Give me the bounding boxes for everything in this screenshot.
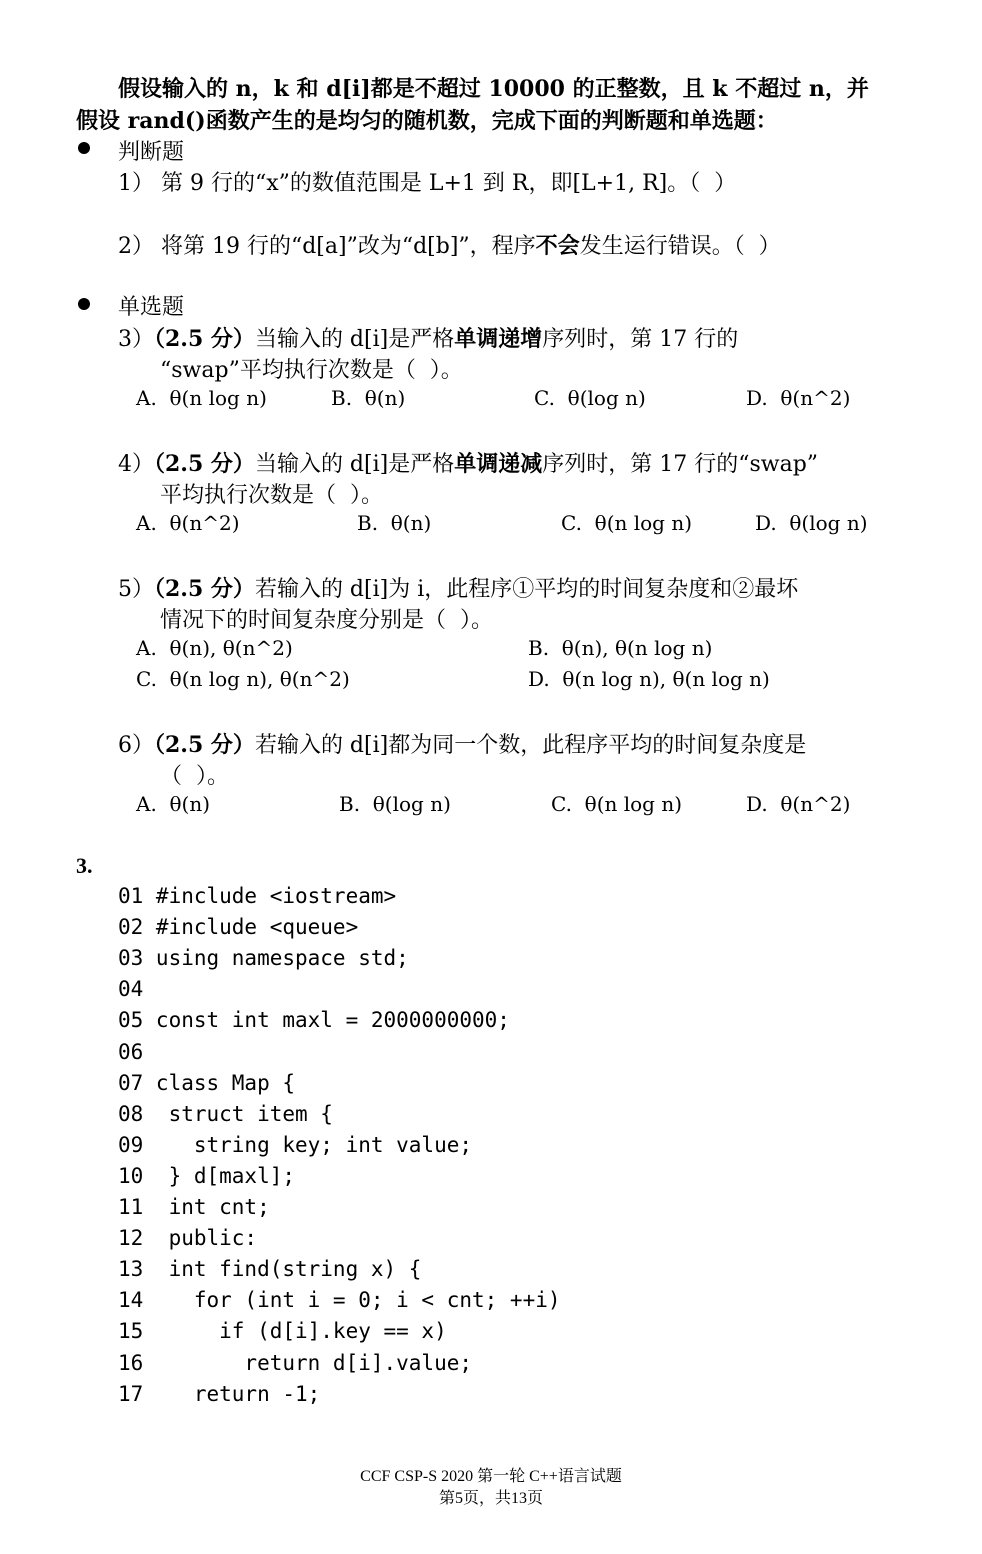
q4-num: 4） — [118, 452, 154, 477]
q3-text-post: 序列时，第 17 行的 — [542, 327, 739, 352]
q3-option-c: C. θ(log n) — [534, 386, 646, 410]
q4-option-b: B. θ(n) — [357, 511, 432, 535]
bullet-icon — [78, 298, 90, 310]
q3-line-2: “swap”平均执行次数是（ ）。 — [160, 358, 463, 383]
q6-option-c: C. θ(n log n) — [551, 792, 683, 816]
code-line: 15 if (d[i].key == x) — [118, 1319, 447, 1344]
q2-text-bold: 不会 — [535, 233, 580, 259]
intro-line-2: 假设 rand()函数产生的是均匀的随机数，完成下面的判断题和单选题： — [76, 108, 778, 134]
q5-option-b: B. θ(n), θ(n log n) — [528, 636, 713, 660]
q4-text-pre: 当输入的 d[i]是严格 — [254, 452, 455, 477]
code-line: 13 int find(string x) { — [118, 1257, 422, 1282]
q6-option-d: D. θ(n^2) — [746, 792, 851, 816]
q4-line-2: 平均执行次数是（ ）。 — [160, 483, 383, 508]
code-line: 04 — [118, 977, 144, 1002]
bullet-icon — [78, 142, 90, 154]
q6-option-b: B. θ(log n) — [339, 792, 451, 816]
code-line: 05 const int maxl = 2000000000; — [118, 1008, 510, 1033]
footer-page: 第5页，共13页 — [438, 1490, 543, 1507]
q4-text-bold: 单调递减 — [454, 451, 543, 477]
q3-text-bold: 单调递增 — [454, 326, 543, 352]
code-line: 17 return -1; — [118, 1381, 321, 1406]
q6-line-2: （ ）。 — [160, 764, 229, 789]
single-heading: 单选题 — [118, 295, 185, 320]
q3-option-a: A. θ(n log n) — [136, 386, 267, 410]
q3-line-1 — [118, 322, 738, 353]
q5-option-a: A. θ(n), θ(n^2) — [136, 636, 293, 660]
code-line: 08 struct item { — [118, 1101, 333, 1126]
q5-score: （2.5 分） — [154, 576, 255, 602]
q6-option-a: A. θ(n) — [136, 792, 211, 816]
code-line: 09 string key; int value; — [118, 1132, 473, 1157]
code-line: 07 class Map { — [118, 1070, 296, 1095]
q6-score: （2.5 分） — [154, 732, 255, 758]
q3-score: （2.5 分） — [154, 326, 255, 352]
q3-option-b: B. θ(n) — [331, 386, 406, 410]
q4-text-post: 序列时，第 17 行的“swap” — [542, 452, 819, 477]
q3-text-pre: 当输入的 d[i]是严格 — [254, 327, 455, 352]
q4-score: （2.5 分） — [154, 451, 255, 477]
q3-num: 3） — [118, 327, 154, 352]
code-line: 11 int cnt; — [118, 1195, 270, 1219]
q2-text-post: 发生运行错误。（ ） — [579, 234, 781, 259]
code-line: 14 for (int i = 0; i < cnt; ++i) — [118, 1288, 561, 1313]
code-line: 10 } d[maxl]; — [118, 1163, 296, 1188]
footer-title: CCF CSP-S 2020 第一轮 C++语言试题 — [360, 1468, 622, 1485]
section-3-label: 3. — [76, 853, 93, 878]
q4-option-c: C. θ(n log n) — [561, 511, 693, 535]
q6-text: 若输入的 d[i]都为同一个数，此程序平均的时间复杂度是 — [254, 733, 807, 758]
q2-text-pre: 2） 将第 19 行的“d[a]”改为“d[b]”，程序 — [118, 234, 536, 259]
q6-line-1 — [118, 728, 806, 759]
code-line: 12 public: — [118, 1226, 258, 1251]
q4-option-a: A. θ(n^2) — [136, 511, 240, 535]
intro-line-1: 假设输入的 n，k 和 d[i]都是不超过 10000 的正整数，且 k 不超过 n，并 — [118, 76, 869, 102]
q4-option-d: D. θ(log n) — [755, 511, 868, 535]
judge-question-2 — [118, 229, 781, 260]
judge-heading: 判断题 — [118, 140, 185, 165]
q4-line-1 — [118, 447, 818, 478]
code-line: 02 #include <queue> — [118, 915, 359, 940]
q5-option-c: C. θ(n log n), θ(n^2) — [136, 667, 350, 691]
code-line: 16 return d[i].value; — [118, 1350, 473, 1375]
q3-option-d: D. θ(n^2) — [746, 386, 851, 410]
code-line: 01 #include <iostream> — [118, 884, 397, 908]
q5-num: 5） — [118, 577, 154, 602]
q6-num: 6） — [118, 733, 154, 758]
code-line: 03 using namespace std; — [118, 946, 409, 971]
code-line: 06 — [118, 1039, 144, 1064]
q5-line-1 — [118, 572, 798, 603]
q5-option-d: D. θ(n log n), θ(n log n) — [528, 667, 770, 691]
judge-question-1: 1） 第 9 行的“x”的数值范围是 L+1 到 R，即[L+1, R]。（ ） — [118, 171, 737, 196]
q5-line-2: 情况下的时间复杂度分别是（ ）。 — [160, 608, 493, 633]
q5-text: 若输入的 d[i]为 i，此程序①平均的时间复杂度和②最坏 — [254, 577, 799, 602]
